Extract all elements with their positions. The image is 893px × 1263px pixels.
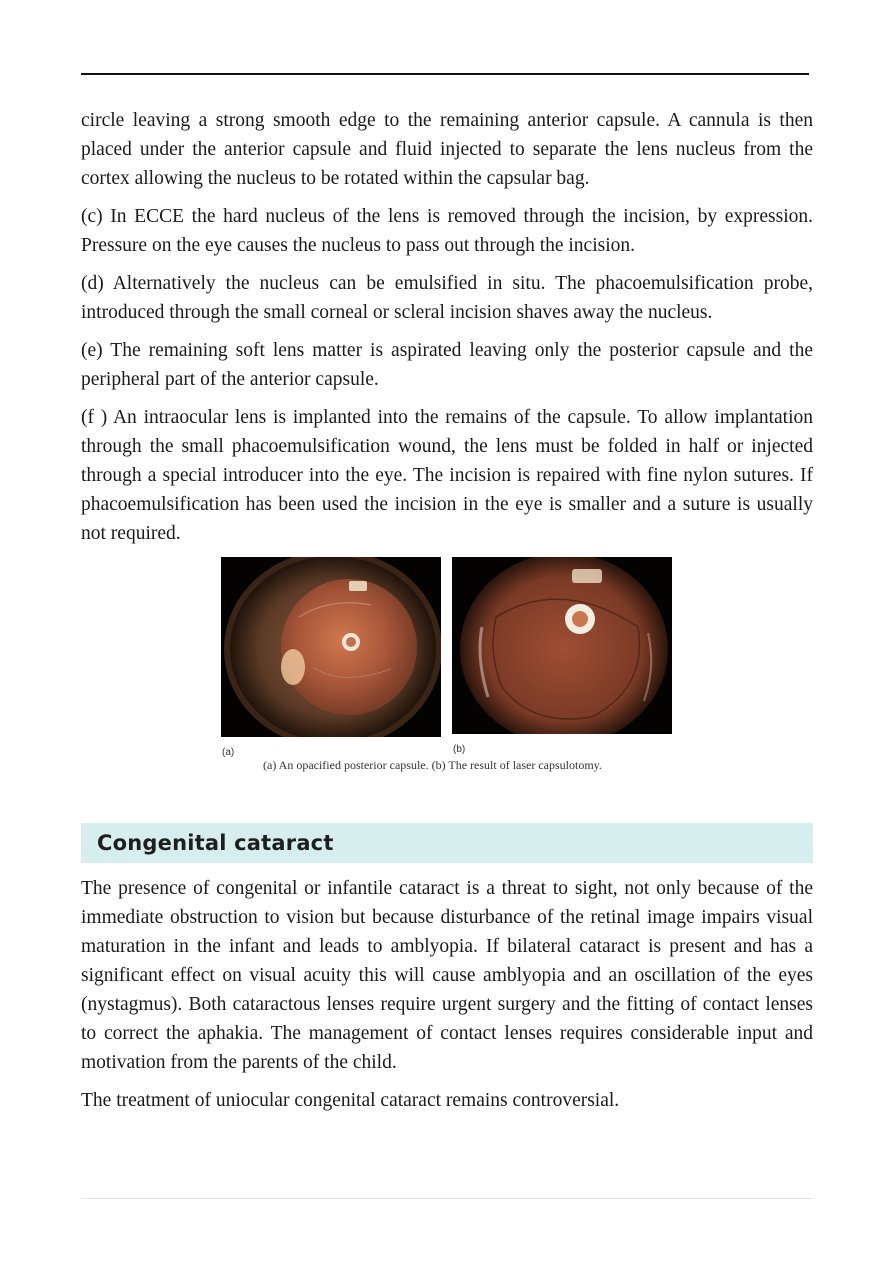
body-paragraph: (d) Alternatively the nucleus can be emulsified in situ. The phacoemulsification probe, introduced through the small corneal or scleral incision shaves away the nucleus. — [81, 273, 813, 323]
body-paragraph: circle leaving a strong smooth edge to the remaining anterior capsule. A cannula is then placed under the anterior capsule and fluid injected to separate the lens nucleus from the cortex allowing the nucleus to be rotated within the capsular bag. — [81, 110, 813, 189]
section-paragraph: The treatment of uniocular congenital cataract remains controversial. — [81, 1090, 620, 1111]
body-paragraph: (f ) An intraocular lens is implanted into the remains of the capsule. To allow implantation through the small phacoemulsification wound, the lens must be folded in half or injected through a special introducer into the eye. The incision is repaired with fine nylon sutures. If phacoemulsification has been used the incision in the eye is smaller and a suture is usually not required. — [81, 407, 813, 544]
header-rule — [81, 73, 809, 75]
photo-opacified-capsule — [221, 557, 441, 737]
section-heading-band — [81, 823, 813, 863]
eye-photo-a — [221, 557, 441, 737]
figure-caption: (a) An opacified posterior capsule. (b) The result of laser capsulotomy. — [263, 758, 602, 772]
body-paragraph: (e) The remaining soft lens matter is aspirated leaving only the posterior capsule and the peripheral part of the anterior capsule. — [81, 340, 813, 390]
body-paragraph: (c) In ECCE the hard nucleus of the lens is removed through the incision, by expression. Pressure on the eye causes the nucleus to pass out through the incision. — [81, 206, 813, 256]
capsule-figure — [81, 557, 813, 807]
footer-rule — [81, 1198, 813, 1199]
photo-laser-capsulotomy — [452, 557, 672, 734]
section-title: Congenital cataract — [97, 831, 334, 855]
page-content — [81, 106, 813, 1124]
figure-label-a: (a) — [222, 747, 235, 758]
section-paragraph: The presence of congenital or infantile cataract is a threat to sight, not only because of the immediate obstruction to vision but because disturbance of the retinal image impairs visual maturation in the infant and leads to amblyopia. If bilateral cataract is present and has a significant effect on visual acuity this will cause amblyopia and an oscillation of the eyes (nystagmus). Both cataractous lenses require urgent surgery and the fitting of contact lenses to correct the aphakia. The management of contact lenses requires considerable input and motivation from the parents of the child. — [81, 878, 813, 1073]
figure-label-b: (b) — [453, 744, 466, 755]
eye-photo-b — [452, 557, 672, 734]
